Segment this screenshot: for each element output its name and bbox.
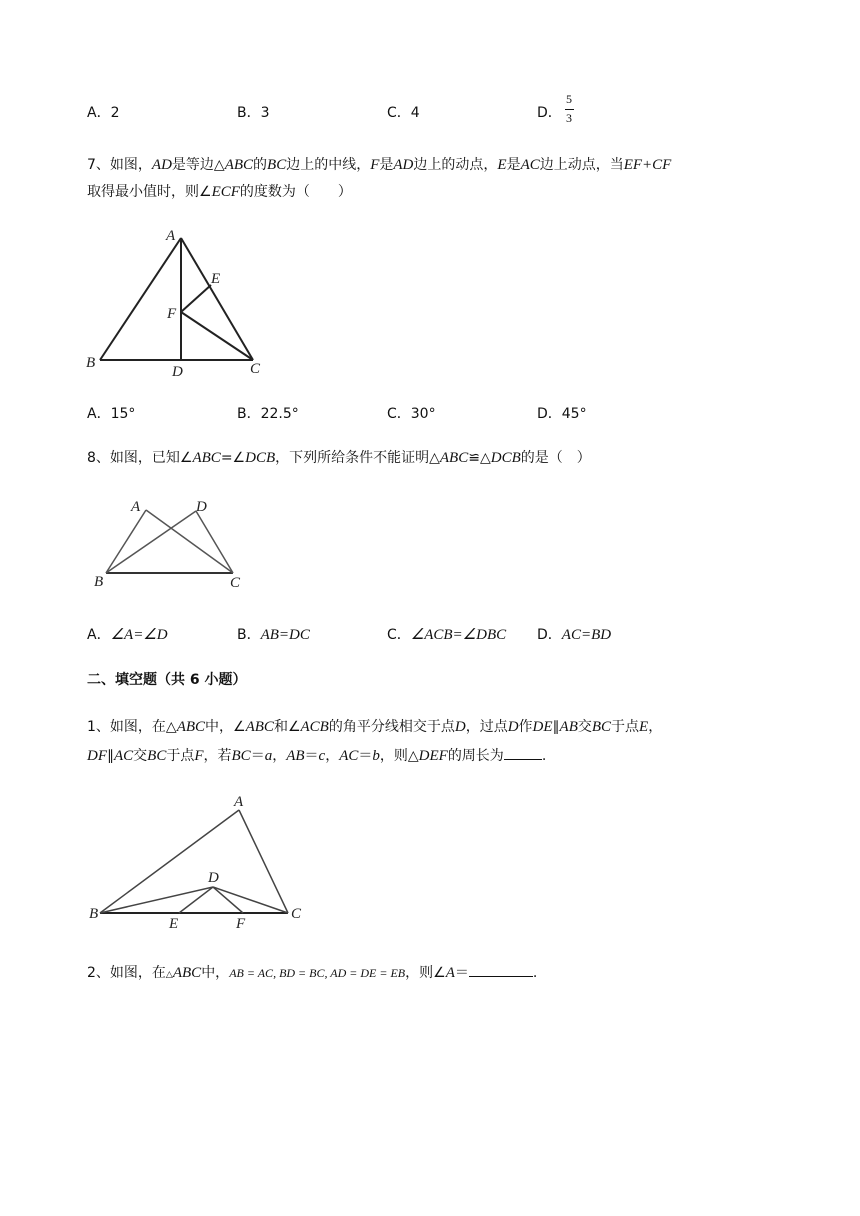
text: 中， [201,965,230,981]
q7-label-f: F [167,306,177,322]
text: 交 [577,719,592,735]
text: 于点 [166,748,195,764]
text: 和∠ [273,719,301,735]
text: 取得最小值时，则∠ [87,184,212,200]
f1-label-e: E [169,916,179,932]
math: D [507,719,519,735]
math: BC [147,748,167,764]
q6-option-d-denominator: 3 [566,111,572,125]
text: ， [272,748,287,764]
text: 是 [506,157,521,173]
text: ，则∠ [405,965,446,981]
q8-label-b: B [94,574,104,590]
text: 如图，在 [109,965,166,981]
text: 如图，已知∠ [109,450,193,466]
text: 中，∠ [205,719,246,735]
math: ECF [211,184,240,200]
text: ， [325,748,340,764]
math: AC [339,748,359,764]
q6-option-c: C．4 [387,105,420,121]
text: 作 [518,719,533,735]
math-condition: AB = AC, BD = BC, AD = DE = EB [229,966,406,980]
text: . [532,965,538,981]
small-triangle-symbol: △ [165,970,173,980]
math: c [318,748,326,764]
q7-label-a: A [166,228,176,244]
q7-option-d: D．45° [537,406,587,422]
math: ABC [439,450,469,466]
text: 是等边△ [171,157,225,173]
text: ＝ [304,748,319,764]
text: =∠ [220,450,246,466]
math: DE [532,719,553,735]
text: 边上的动点， [413,157,498,173]
math: DF [87,748,107,764]
text: 于点 [611,719,640,735]
text: 如图，在△ [109,719,177,735]
math: ABC [224,157,254,173]
text: 的度数为（ ） [239,184,352,200]
text: 如图， [109,157,152,173]
q8-label-a: A [131,499,141,515]
text: 边上动点，当 [539,157,624,173]
text: ， [648,719,663,735]
math: AC [114,748,134,764]
math: D [454,719,466,735]
f1-label-d: D [208,870,219,886]
text: 的 [253,157,268,173]
f1-number: 1、 [87,719,110,735]
math: EF+CF [623,157,672,173]
q6-option-a: A．2 [87,105,120,121]
math: b [372,748,380,764]
math: BC [267,157,287,173]
q6-option-b: B．3 [237,105,270,121]
math: F [194,748,204,764]
q6-option-d-prefix: D． [537,105,562,121]
math: BC [591,719,612,735]
f1-label-f: F [236,916,246,932]
option-text: AB=DC [260,627,310,643]
section-title-fill-in: 二、填空题（共 6 小题） [87,672,247,688]
option-text: ∠A=∠D [110,627,168,643]
math: DCB [245,450,276,466]
text: 的是（ ） [520,450,591,466]
math: ABC [172,965,202,981]
text: 是 [379,157,394,173]
f2-number: 2、 [87,965,110,981]
q7-label-e: E [211,271,221,287]
math: AC [520,157,540,173]
q7-number: 7、 [87,157,110,173]
text: ，过点 [465,719,508,735]
math: A [445,965,455,981]
math: AD [151,157,172,173]
math: ACB [300,719,329,735]
q7-label-b: B [86,355,96,371]
option-prefix: C． [387,627,411,643]
f1-label-b: B [89,906,99,922]
q7-label-d: D [172,364,183,380]
f1-label-c: C [291,906,302,922]
math: ABC [245,719,274,735]
math: F [370,157,380,173]
f2-stem [87,962,537,985]
text: ＝ [358,748,373,764]
text: ，则△ [379,748,419,764]
text: ，若 [203,748,232,764]
text: ∥ [552,719,560,735]
text: ＝ [454,965,469,981]
text: 交 [133,748,148,764]
f1-label-a: A [234,794,244,810]
option-text: ∠ACB=∠DBC [410,627,507,643]
math: ABC [176,719,206,735]
text: ∥ [107,748,114,764]
q6-option-d-numerator: 5 [566,92,572,106]
q8-label-d: D [196,499,207,515]
option-prefix: B． [237,627,261,643]
text: ＝ [250,748,265,764]
math: AB [286,748,305,764]
math: BC [231,748,251,764]
answer-blank[interactable] [469,962,533,977]
option-text: AC=BD [561,627,612,643]
q7-option-a: A．15° [87,406,136,422]
q7-label-c: C [250,361,261,377]
q8-number: 8、 [87,450,110,466]
math: E [639,719,649,735]
text: 边上的中线， [286,157,371,173]
math: DEF [418,748,448,764]
option-prefix: D． [537,627,562,643]
q8-label-c: C [230,575,241,591]
math: a [264,748,273,764]
math: E [497,157,507,173]
text: 的角平分线相交于点 [328,719,455,735]
math: AB [559,719,578,735]
option-prefix: A． [87,627,111,643]
text: 的周长为 [447,748,504,764]
math: DCB [490,450,521,466]
math: ABC [192,450,221,466]
text: ≌△ [468,450,491,466]
text: ，下列所给条件不能证明△ [275,450,440,466]
text: . [541,748,547,764]
q7-option-c: C．30° [387,406,436,422]
q7-option-b: B．22.5° [237,406,299,422]
math: AD [393,157,414,173]
